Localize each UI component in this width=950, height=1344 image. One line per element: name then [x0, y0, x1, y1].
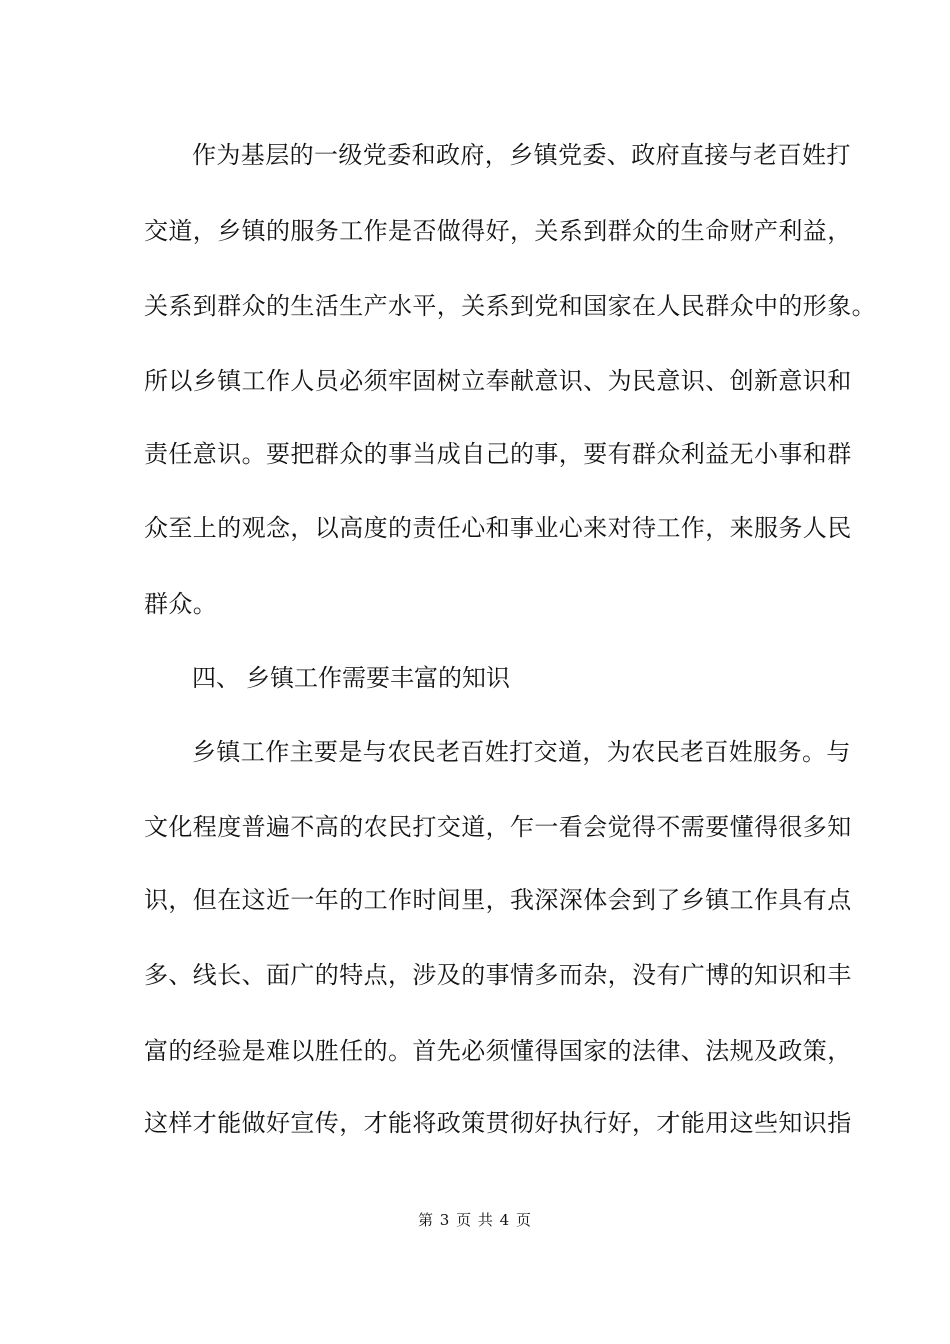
paragraph-1-line-6: 众至上的观念，以高度的责任心和事业心来对待工作，来服务人民	[144, 514, 852, 542]
paragraph-1-line-3: 关系到群众的生活生产水平，关系到党和国家在人民群众中的形象。	[144, 292, 876, 320]
paragraph-2-line-2: 文化程度普遍不高的农民打交道，乍一看会觉得不需要懂得很多知	[144, 813, 852, 841]
paragraph-1-line-4: 所以乡镇工作人员必须牢固树立奉献意识、为民意识、创新意识和	[144, 367, 852, 395]
paragraph-2-line-4: 多、线长、面广的特点，涉及的事情多而杂，没有广博的知识和丰	[144, 961, 852, 989]
paragraph-1-line-2: 交道，乡镇的服务工作是否做得好，关系到群众的生命财产利益，	[144, 217, 852, 245]
paragraph-1-line-5: 责任意识。要把群众的事当成自己的事，要有群众利益无小事和群	[144, 440, 852, 468]
page-footer: 第 3 页 共 4 页	[418, 1211, 532, 1229]
section-heading-title: 乡镇工作需要丰富的知识	[246, 664, 510, 692]
paragraph-1-line-7: 群众。	[144, 590, 218, 618]
paragraph-2-line-3: 识，但在这近一年的工作时间里，我深深体会到了乡镇工作具有点	[144, 886, 852, 914]
paragraph-2-line-5: 富的经验是难以胜任的。首先必须懂得国家的法律、法规及政策，	[144, 1037, 852, 1065]
section-heading-number: 四、	[192, 664, 240, 692]
paragraph-2-line-1: 乡镇工作主要是与农民老百姓打交道，为农民老百姓服务。与	[192, 738, 851, 766]
paragraph-1-line-1: 作为基层的一级党委和政府，乡镇党委、政府直接与老百姓打	[192, 141, 851, 169]
paragraph-2-line-6: 这样才能做好宣传，才能将政策贯彻好执行好，才能用这些知识指	[144, 1109, 852, 1137]
